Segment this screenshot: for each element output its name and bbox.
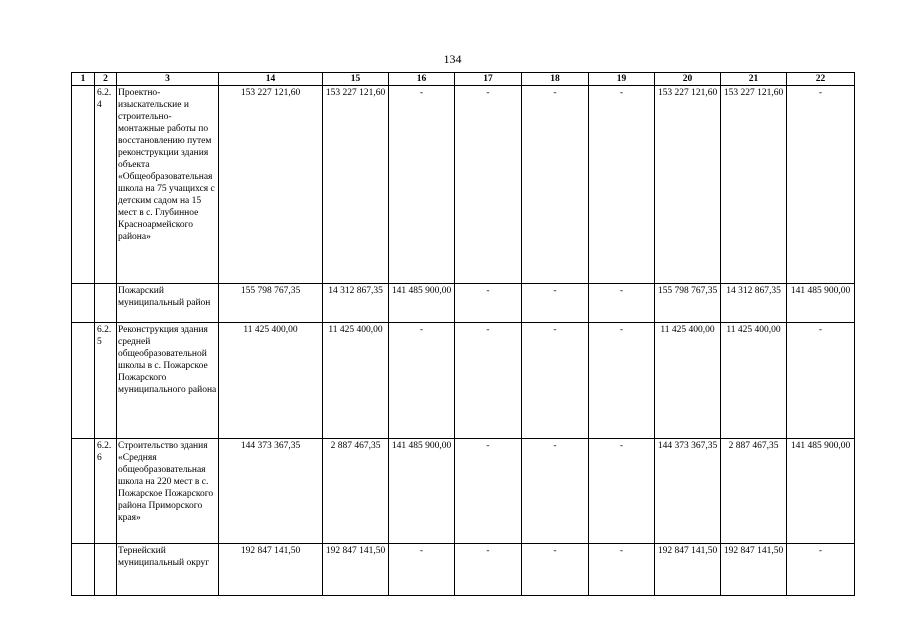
cell-value: - <box>589 544 655 596</box>
page-number: 134 <box>443 52 462 66</box>
col-header: 18 <box>522 73 589 86</box>
table-row <box>72 323 855 439</box>
cell-value: 2 887 467,35 <box>323 439 389 544</box>
cell-value: 144 373 367,35 <box>219 439 323 544</box>
cell-value: 141 485 900,00 <box>389 439 455 544</box>
table-row <box>72 439 855 544</box>
cell-value: 2 887 467,35 <box>721 439 787 544</box>
header-row <box>72 73 855 86</box>
cell <box>72 439 95 544</box>
cell <box>72 544 95 596</box>
cell-value: 192 847 141,50 <box>219 544 323 596</box>
cell-value: - <box>522 86 589 284</box>
cell-value: - <box>455 544 522 596</box>
table-row <box>72 86 855 284</box>
col-header: 22 <box>787 73 855 86</box>
budget-table <box>71 72 855 596</box>
cell-value: - <box>389 323 455 439</box>
cell-value: 153 227 121,60 <box>219 86 323 284</box>
table-row <box>72 544 855 596</box>
cell-value: 153 227 121,60 <box>323 86 389 284</box>
cell-value: 144 373 367,35 <box>655 439 721 544</box>
cell-value: - <box>389 86 455 284</box>
cell-value: 141 485 900,00 <box>389 284 455 323</box>
cell-value: 14 312 867,35 <box>323 284 389 323</box>
cell-value: - <box>455 439 522 544</box>
cell-value: 11 425 400,00 <box>323 323 389 439</box>
cell-name: Строительство здания «Средняя общеобразовательная школа на 220 мест в с. Пожарское Пожарского района Приморского края» <box>117 439 219 544</box>
cell-value: - <box>455 323 522 439</box>
cell-value: - <box>522 284 589 323</box>
col-header: 21 <box>721 73 787 86</box>
cell-code <box>95 284 117 323</box>
cell-value: - <box>589 284 655 323</box>
cell-value: - <box>787 86 855 284</box>
cell-code <box>95 544 117 596</box>
cell-code: 6.2.4 <box>95 86 117 284</box>
col-header: 17 <box>455 73 522 86</box>
cell-value: - <box>389 544 455 596</box>
cell-value: - <box>589 323 655 439</box>
cell-value: 153 227 121,60 <box>655 86 721 284</box>
cell <box>72 86 95 284</box>
cell-name: Тернейский муниципальный округ <box>117 544 219 596</box>
cell-code: 6.2.6 <box>95 439 117 544</box>
cell-name: Пожарский муниципальный район <box>117 284 219 323</box>
cell-value: 155 798 767,35 <box>655 284 721 323</box>
col-header: 2 <box>95 73 117 86</box>
col-header: 3 <box>117 73 219 86</box>
cell-value: 192 847 141,50 <box>721 544 787 596</box>
cell-value: - <box>455 284 522 323</box>
cell-value: - <box>522 439 589 544</box>
cell-value: - <box>787 544 855 596</box>
table-row <box>72 284 855 323</box>
cell-value: - <box>787 323 855 439</box>
col-header: 20 <box>655 73 721 86</box>
cell-value: 11 425 400,00 <box>655 323 721 439</box>
cell-value: 14 312 867,35 <box>721 284 787 323</box>
col-header: 16 <box>389 73 455 86</box>
cell-value: - <box>522 544 589 596</box>
cell-value: 192 847 141,50 <box>323 544 389 596</box>
cell <box>72 323 95 439</box>
col-header: 1 <box>72 73 95 86</box>
cell-value: 11 425 400,00 <box>219 323 323 439</box>
cell <box>72 284 95 323</box>
cell-value: - <box>589 86 655 284</box>
cell-value: 153 227 121,60 <box>721 86 787 284</box>
cell-value: - <box>589 439 655 544</box>
col-header: 19 <box>589 73 655 86</box>
cell-name: Реконструкция здания средней общеобразовательной школы в с. Пожарское Пожарского муниципального района <box>117 323 219 439</box>
cell-value: 11 425 400,00 <box>721 323 787 439</box>
cell-code: 6.2.5 <box>95 323 117 439</box>
cell-value: 141 485 900,00 <box>787 439 855 544</box>
cell-value: - <box>455 86 522 284</box>
col-header: 15 <box>323 73 389 86</box>
cell-value: - <box>522 323 589 439</box>
cell-name: Проектно-изыскательские и строительно-монтажные работы по восстановлению путем реконструкции здания объекта «Общеобразовательная школа на 75 учащихся с детским садом на 15 мест в с. Глубинное Красноармейского района» <box>117 86 219 284</box>
cell-value: 141 485 900,00 <box>787 284 855 323</box>
cell-value: 155 798 767,35 <box>219 284 323 323</box>
cell-value: 192 847 141,50 <box>655 544 721 596</box>
col-header: 14 <box>219 73 323 86</box>
